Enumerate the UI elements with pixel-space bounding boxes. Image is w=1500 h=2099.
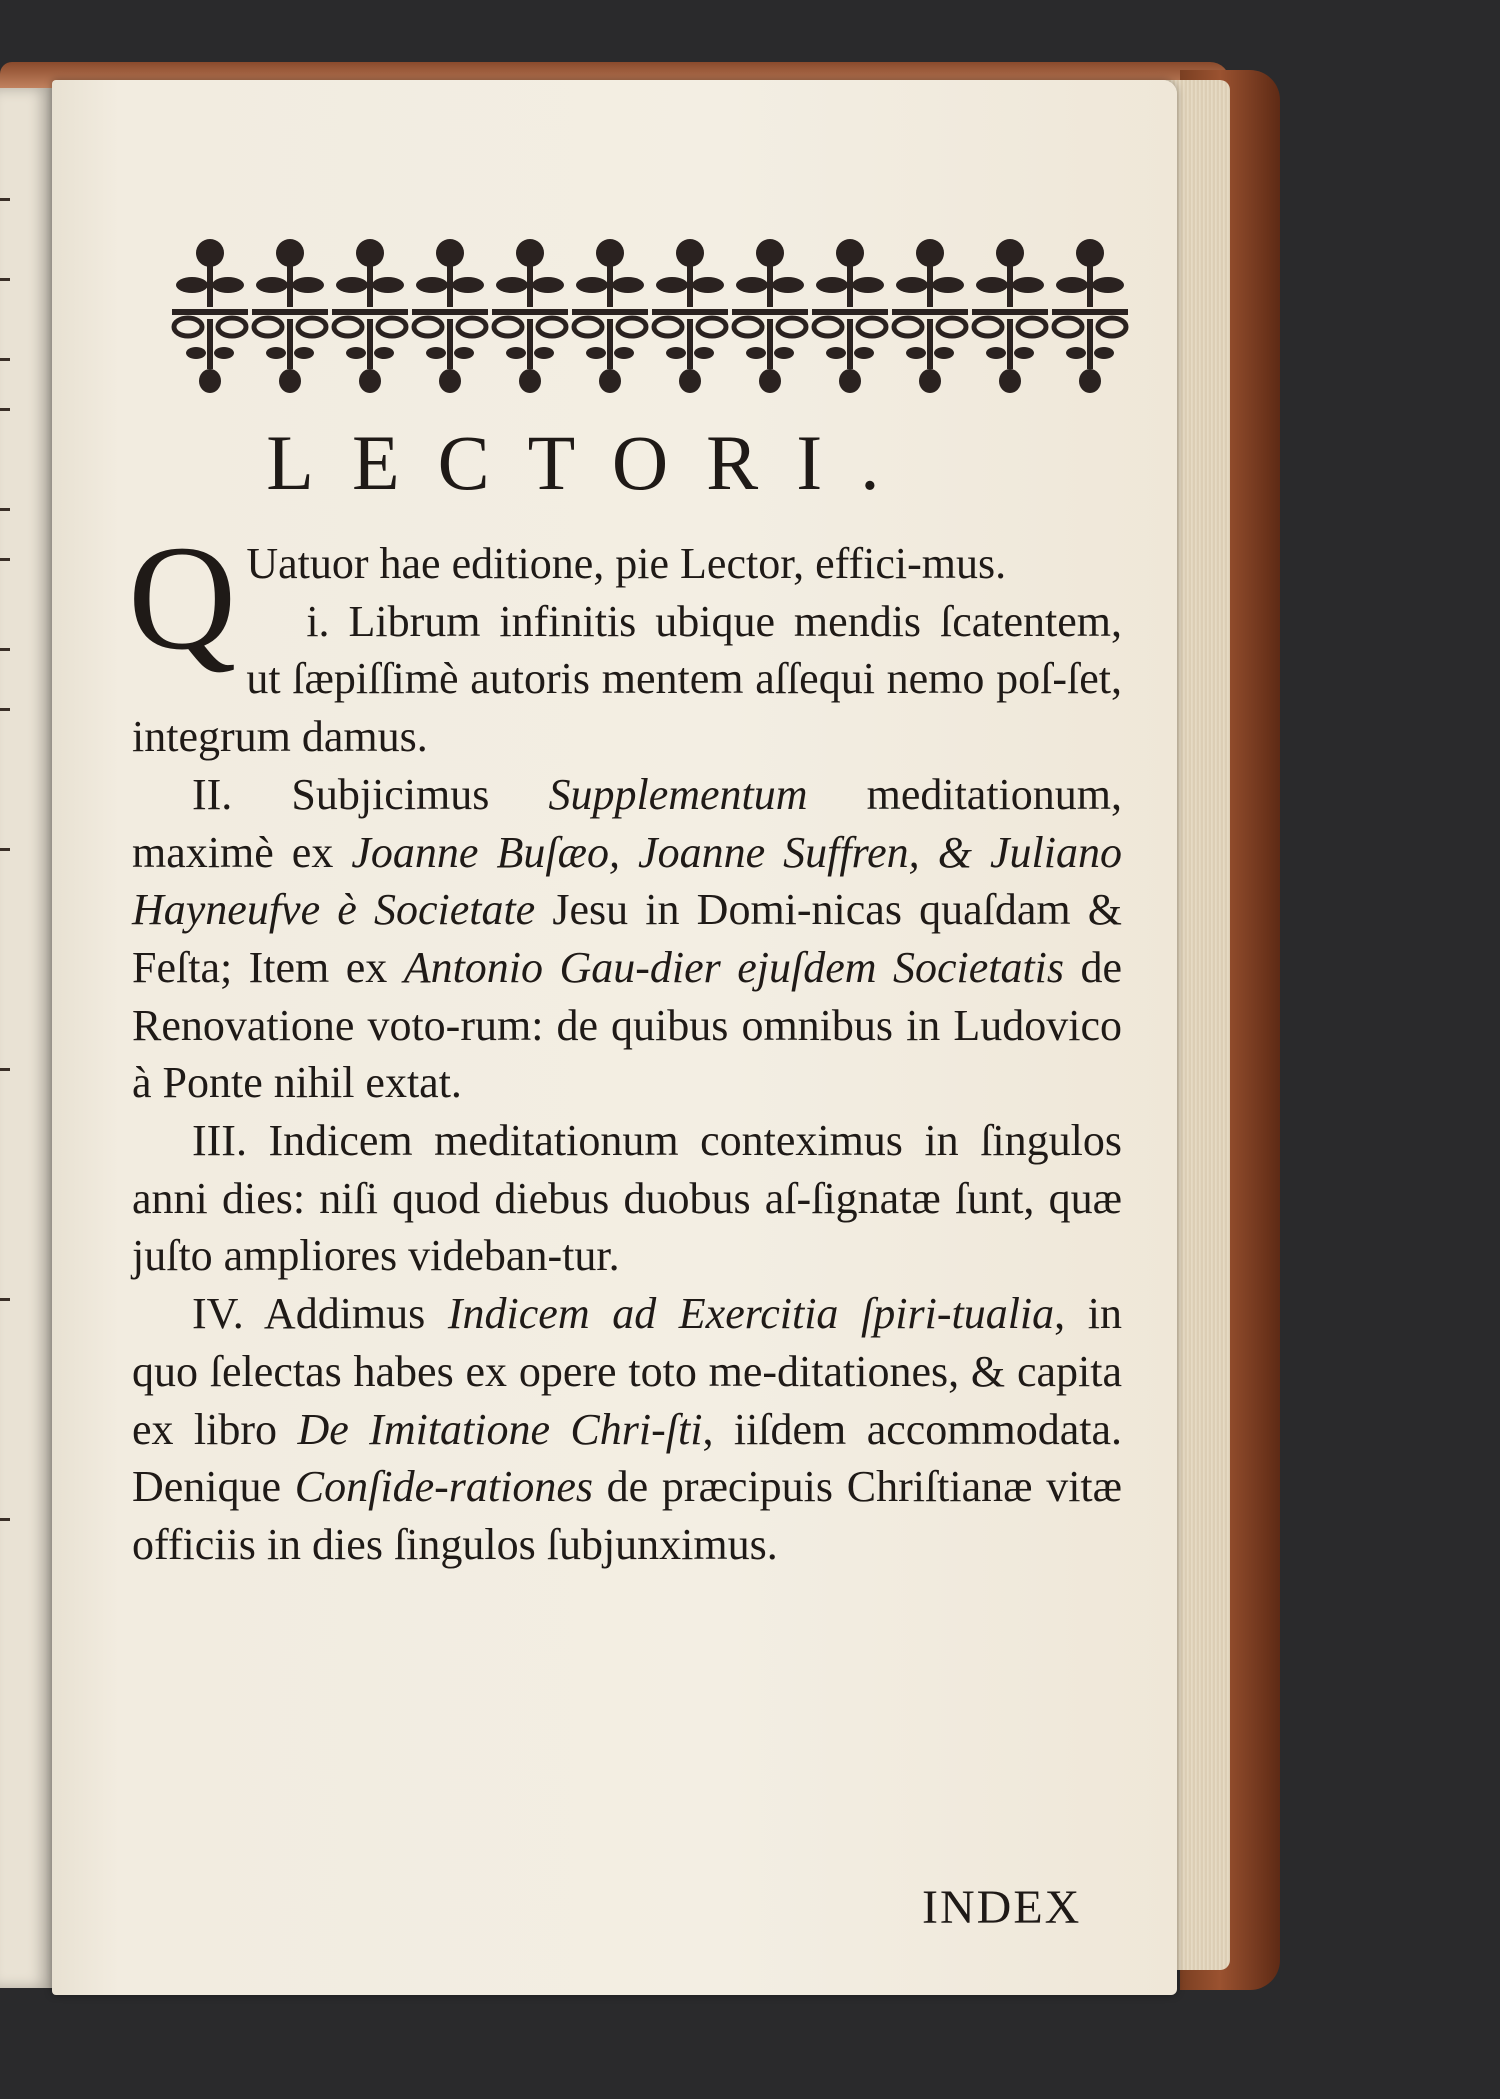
ornament-unit <box>572 239 648 393</box>
ornament-unit <box>1052 239 1128 393</box>
book-page <box>52 80 1177 1995</box>
ornament-unit <box>812 239 888 393</box>
item-1: i. Librum infinitis ubique mendis ſcatentem, ut ſæpiſſimè autoris mentem aſſequi nemo poſ-ſet, integrum damus. <box>132 596 1122 762</box>
intro-text: Uatuor hae editione, pie Lector, effici-mus. <box>246 539 1007 588</box>
headpiece-ornament <box>170 235 1130 395</box>
item-2: II. Subjicimus Supplementum meditationum, maximè ex Joanne Buſæo, Joanne Suffren, & Juliano Hayneufve è Societate Jesu in Domi-nicas quaſdam & Feſta; Item ex Antonio Gau-dier ejuſdem Societatis de Renovatione voto-rum: de quibus omnibus in Ludovico à Ponte nihil extat. <box>132 769 1123 1108</box>
page-title: LECTORI. <box>266 419 918 506</box>
ornament-unit <box>892 239 968 393</box>
left-page <box>0 88 52 1988</box>
ornament-unit <box>492 239 568 393</box>
drop-cap: Q <box>128 515 237 681</box>
ornament-unit <box>172 239 248 393</box>
ornament-unit <box>332 239 408 393</box>
ornament-unit <box>652 239 728 393</box>
ornament-unit <box>732 239 808 393</box>
ornament-unit <box>252 239 328 393</box>
catchword: INDEX <box>922 1881 1082 1934</box>
ornament-unit <box>412 239 488 393</box>
item-4: IV. Addimus Indicem ad Exercitia ſpiri-tualia, in quo ſelectas habes ex opere toto me-ditationes, & capita ex libro De Imitatione Chri-ſti, iiſdem accommodata. Denique Conſide-rationes de præcipuis Chriſtianæ vitæ officiis in dies ſingulos ſubjunximus. <box>132 1289 1123 1569</box>
text-block <box>128 515 1123 1574</box>
item-3: III. Indicem meditationum conteximus in ſingulos anni dies: niſi quod diebus duobus aſ-ſignatæ ſunt, quæ juſto ampliores videban-tur. <box>132 1116 1122 1281</box>
ornament-unit <box>972 239 1048 393</box>
